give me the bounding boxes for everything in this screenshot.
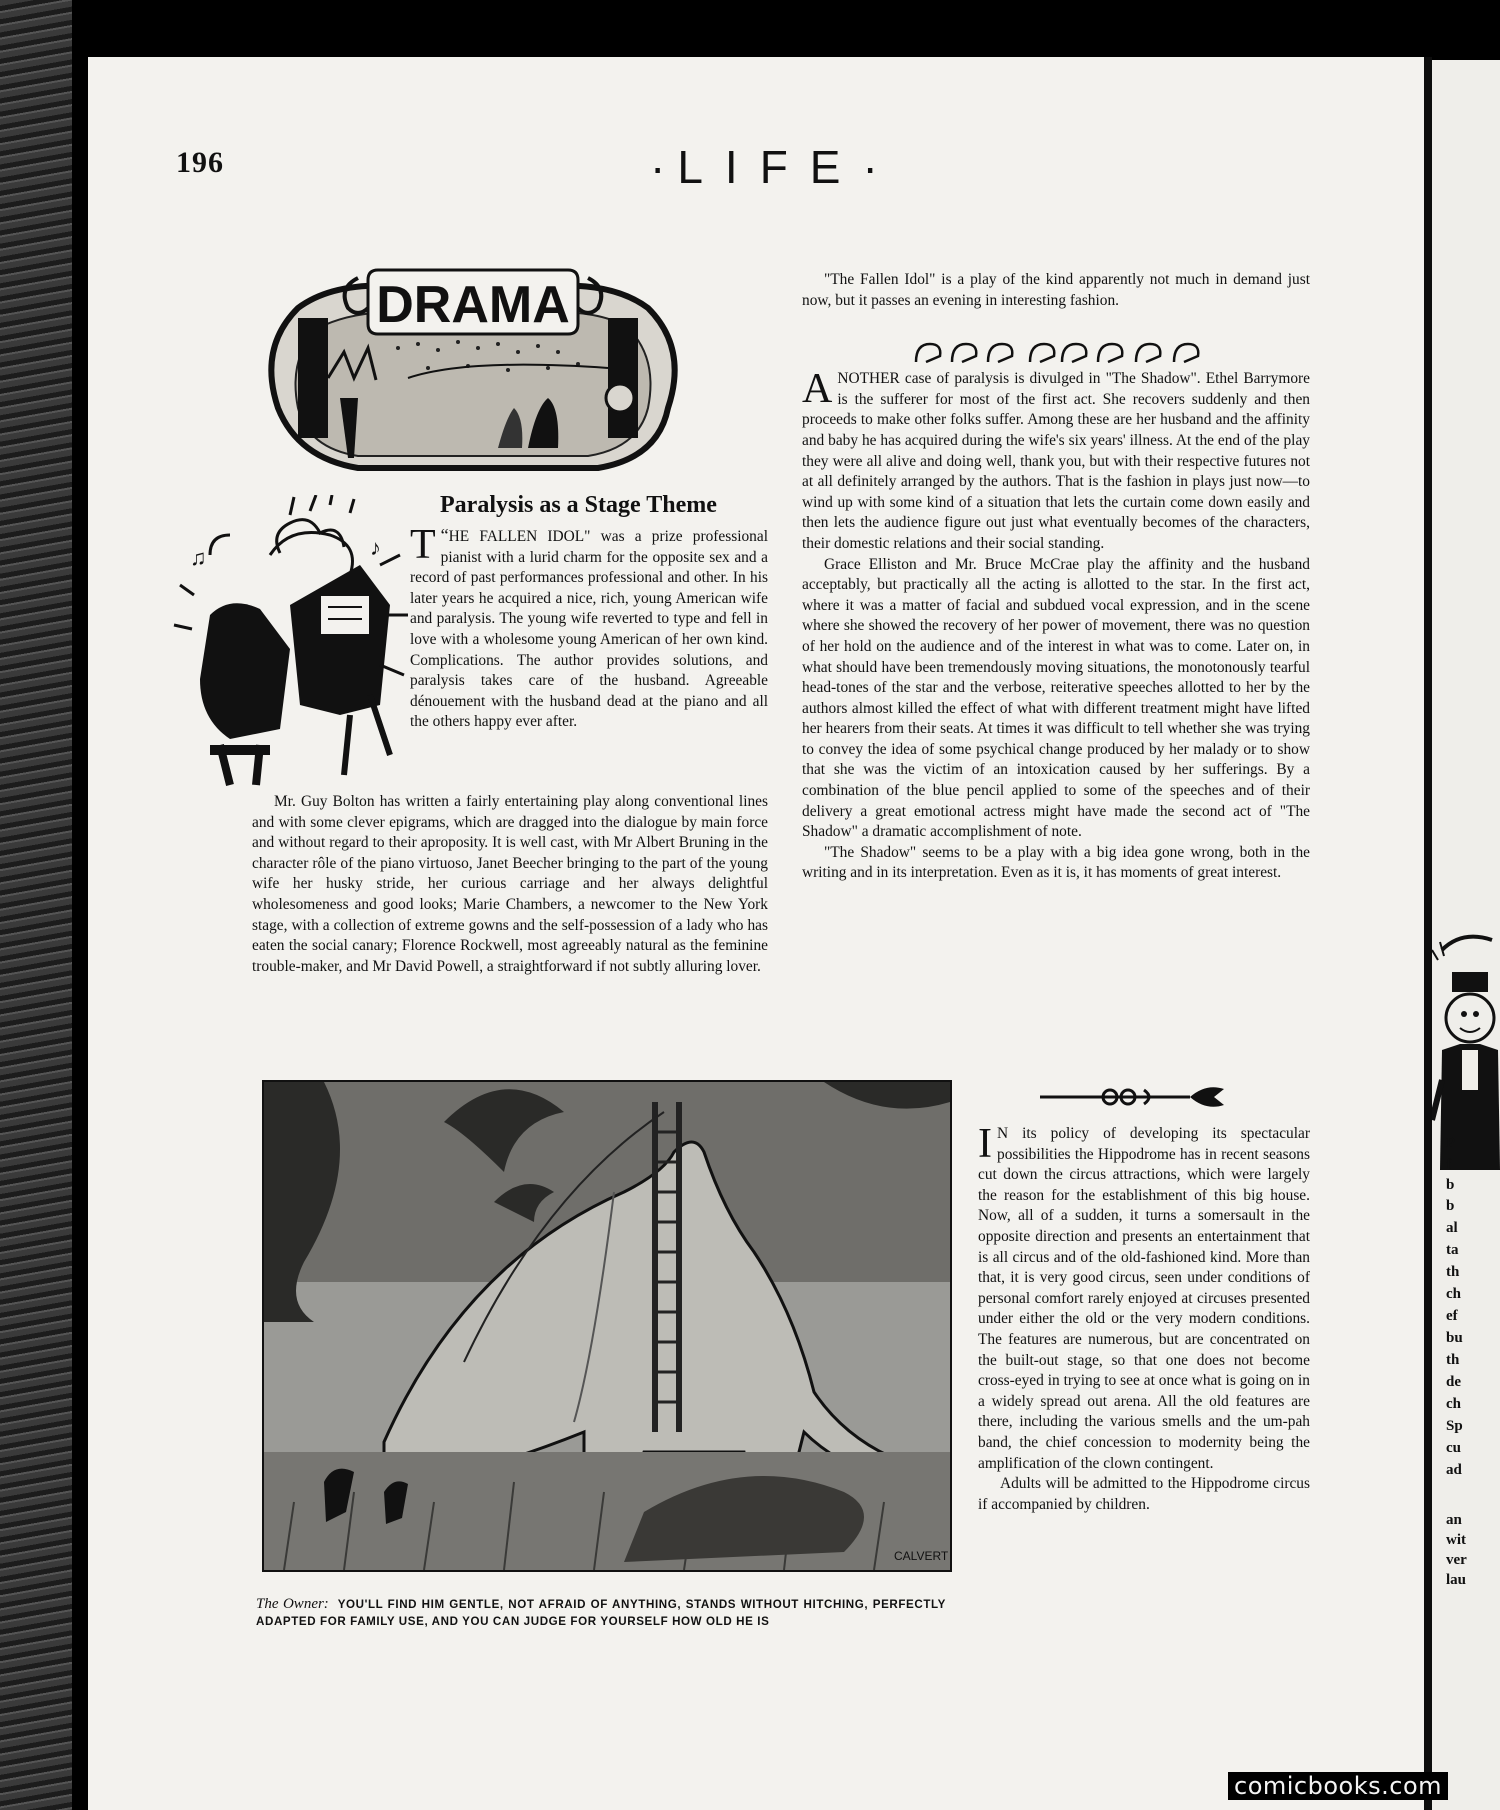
illustration-caption xyxy=(256,1596,946,1630)
page-gutter xyxy=(1424,57,1432,1810)
svg-text:♪: ♪ xyxy=(370,535,381,560)
site-watermark: comicbooks.com xyxy=(1228,1772,1448,1800)
pianist-cartoon xyxy=(170,495,410,795)
casting-paragraph: Mr. Guy Bolton has written a fairly entertaining play along conventional lines and with some clever epigrams, which are dragged into the dialogue by main force and without regard to their apropositу. It is well cast, with Mr Albert Bruning in the character rôle of the piano virtuoso, Janet Beecher bringing to the part of the young wife her husky stride, her curious carriage and her always delightful wholesomeness and good looks; Marie Chambers, a newcomer to the New York stage, with a collection of extreme gowns and the self-possession of a lady who has eaten the social canary; Florence Rockwell, most agreeably natural as the feminine trouble-maker, and Mr David Powell, a straightforward if not subtly alluring lover. xyxy=(252,793,768,975)
shadow-paragraph-3: "The Shadow" seems to be a play with a big idea gone wrong, both in the writing and in its interpretation. Even as it is, it has moments of great interest. xyxy=(802,843,1310,882)
adjacent-page-text-fragment: th xyxy=(1446,1264,1460,1280)
adjacent-page-text-fragment: ad xyxy=(1446,1462,1462,1478)
hippodrome-paragraph-1: I N its policy of developing its spectacular possibilities the Hippodrome has in recent seasons cut down the circus attractions, which were largely the reason for the establishment of this big house. Now, all of a sudden, it turns a somersault in the opposite direction and presents an entertainment that is all circus and of the old-fashioned kind. More than that, it is very good circus, seen under conditions of personal comfort rarely enjoyed at circuses presented under either the old or the very modern conditions. The features are numerous, but are concentrated on the built-out stage, so that one does not become cross-eyed in trying to see at once what is going on in a widely spread out arena. All the old features are there, including the various smells and the um-pah band, the chief concession to modernity being the amplification of the clown contingent. xyxy=(978,1121,1310,1472)
adjacent-page-text-fragment: al xyxy=(1446,1220,1458,1236)
adjacent-page-text-fragment: b xyxy=(1446,1177,1455,1193)
adjacent-cartoon-figure xyxy=(1432,930,1500,1230)
caption-text: YOU'LL FIND HIM GENTLE, NOT AFRAID OF ANYTHING, STANDS WITHOUT HITCHING, PERFECTLY ADAPTED FOR FAMILY USE, AND YOU CAN JUDGE FOR YOURSELF HOW OLD HE IS xyxy=(256,1598,946,1628)
adjacent-page-text-fragment: bu xyxy=(1446,1330,1463,1346)
adjacent-page-text-fragment: lau xyxy=(1446,1572,1467,1588)
caption-speaker: The Owner: xyxy=(256,1596,329,1612)
adjacent-page-text-fragment: ch xyxy=(1446,1286,1461,1302)
adjacent-page-text-fragment: de xyxy=(1446,1374,1461,1390)
hippodrome-article xyxy=(978,1121,1310,1515)
page-number: 196 xyxy=(176,146,224,179)
adjacent-page-fragment xyxy=(1432,60,1500,1810)
artist-signature: CALVERT xyxy=(894,1549,949,1563)
fallen-idol-paragraph: “ T HE FALLEN IDOL" was a prize professional pianist with a lurid charm for the opposite sex and a record of past performances professional and other. In his later years he acquired a nice, rich, young American wife and paralysis. The young wife reverted to type and fell in love with a wholesome young American of her own kind. Complications. The author provides solutions, and paralysis takes care of the husband. Agreeable dénouement with the husband dead at the piano and all the others happy ever after. xyxy=(410,522,768,731)
adjacent-page-text-fragment: f xyxy=(1446,1157,1451,1173)
adjacent-page-text-fragment: ef xyxy=(1446,1308,1458,1324)
svg-text:♫: ♫ xyxy=(190,545,207,570)
adjacent-page-text-fragment: an xyxy=(1446,1512,1462,1528)
dinosaur-cartoon-illustration xyxy=(262,1080,952,1572)
adjacent-page-text-fragment: th xyxy=(1446,1352,1460,1368)
drama-banner-illustration xyxy=(258,258,688,478)
adjacent-page-text-fragment: ta xyxy=(1446,1242,1459,1258)
decorative-ornament-row xyxy=(912,338,1202,366)
shadow-paragraph-1: ANOTHER case of paralysis is divulged in "The Shadow". Ethel Barrymore is the sufferer for most of the first act. She recovers suddenly and then proceeds to make other folks suffer. Among these are her husband and the affinity and baby he has acquired during the wife's six years' illness. At the end of the play they were all alive and doing well, thank you, but with their respective futures not at all definitely arranged by the authors. That is the fashion in plays just now—to wind up with some kind of a situation that lets the curtain come down easily and then lets the audience figure out just what eventually becomes of the characters, their domestic relations and their social standing. xyxy=(802,366,1310,552)
adjacent-page-text-fragment: Sp xyxy=(1446,1418,1463,1434)
drama-banner-title: DRAMA xyxy=(376,276,570,334)
masthead: · LIFE · xyxy=(650,140,878,194)
adjacent-page-text-fragment: b xyxy=(1446,1198,1455,1214)
adjacent-page-text-fragment: wit xyxy=(1446,1532,1466,1548)
drop-cap-t: T xyxy=(410,522,436,568)
scan-edge-left xyxy=(0,0,72,1810)
hippodrome-paragraph-2: Adults will be admitted to the Hippodrome circus if accompanied by children. xyxy=(978,1475,1310,1513)
fallen-idol-summary: "The Fallen Idol" is a play of the kind apparently not much in demand just now, but it passes an evening in interesting fashion. xyxy=(802,271,1310,309)
section-divider xyxy=(1040,1082,1230,1112)
adjacent-page-text-fragment: ch xyxy=(1446,1396,1461,1412)
adjacent-page-text-fragment: cu xyxy=(1446,1440,1461,1456)
shadow-paragraph-2: Grace Elliston and Mr. Bruce McCrae play the affinity and the husband acceptably, but practically all the acting is allotted to the star. In the first act, where it was a matter of facial and subdued vocal expression, and in the scene where she showed the recovery of her power of movement, there was no question of her hold on the audience and of the interest in what was to come. Later on, in what should have been tremendously moving situations, the monotonously tearful head-tones of the star and the verbose, reiterative speeches allotted to her by the authors almost killed the effect of what with different treatment might have lifted her hearers from their seats. At times it was difficult to tell whether she was trying to convey the idea of some psychical change produced by her malady or to show that she was the victim of an intoxication caused by her sufferings. By a combination of the blue pencil applied to some of the speeches and of their delivery a great emotional actress might have made the second act of "The Shadow" a dramatic accomplishment of note. xyxy=(802,555,1310,841)
adjacent-page-text-fragment: P xyxy=(1446,1135,1456,1151)
adjacent-page-text-fragment: ver xyxy=(1446,1552,1467,1568)
article-heading: Paralysis as a Stage Theme xyxy=(440,492,717,518)
